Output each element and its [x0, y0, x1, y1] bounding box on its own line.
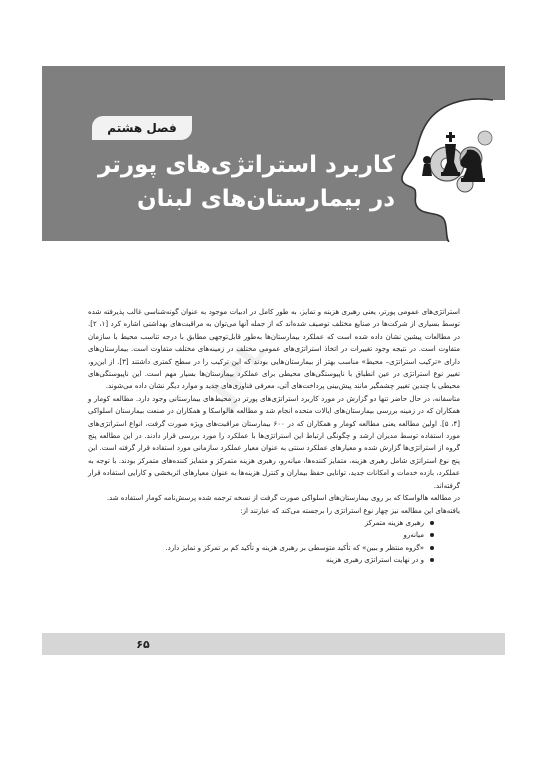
- footer-bar: [42, 633, 505, 655]
- list-item: رهبری هزینه متمرکز: [88, 517, 434, 529]
- chapter-title-line-1: کاربرد استراتژی‌های پورتر: [97, 152, 395, 178]
- list-item: میانه‌رو: [88, 529, 434, 541]
- watermark: JPL: [202, 330, 276, 411]
- list-intro: یافته‌های این مطالعه نیز چهار نوع استراتژی را برجسته می‌کند که عبارتند از:: [240, 506, 460, 515]
- paragraph: در مطالعه هالواسکا که بر روی بیمارستان‌های اسلواکی صورت گرفت از نسخه ترجمه شده پرسش‌نامه کومار استفاده شد.: [106, 494, 460, 503]
- page-number: ۶۵: [136, 637, 150, 651]
- chapter-title: [80, 148, 395, 216]
- head-strategy-icon: [385, 92, 505, 242]
- chapter-title-line-2: در بیمارستان‌های لبنان: [137, 186, 395, 212]
- body-text: [88, 306, 460, 567]
- bullet-list: [88, 517, 460, 567]
- paragraph: استراتژی‌های عمومی پورتر، یعنی رهبری هزینه و تمایز، به طور کامل در ادبیات موجود به عنوان گونه‌شناسی غالب پذیرفته شده توسط بسیاری از شرکت‌ها در صنایع مختلف توصیف شده‌اند که از جمله آنها می‌توان به مراقبت‌های بهداشتی اشاره کرد [۱، ۲]. در مطالعات پیشین نشان داده شده است که عملکرد بیمارستان‌ها به‌طور قابل‌توجهی مطابق با درجه تناسب محیط با سازمان متفاوت است. در نتیجه وجود تغییرات در اتخاذ استراتژی‌های عمومی مختلف در زمینه‌های مختلف متفاوت است. بیمارستان‌های دارای «ترکیب استراتژی– محیط» مناسب بهتر از بیمارستان‌هایی بودند که این ترکیب را در سطح کمتری داشتند [۳]. از این‌رو، تغییر نوع استراتژی در عین انطباق با ناپیوستگی‌های محیطی برای عملکرد بیمارستان‌ها بسیار مهم است. این ناپیوستگی‌های محیطی با چندین تغییر چشمگیر مانند پیش‌بینی پرداخت‌های آتی، معرفی فناوری‌های جدید و موارد دیگر نشان داده می‌شوند.: [88, 308, 460, 391]
- paragraph: متاسفانه، در حال حاضر تنها دو گزارش در مورد کاربرد استراتژی‌های پورتر در محیط‌های بیمارستانی وجود دارد. مطالعه کومار و همکاران که در زمینه بررسی بیمارستان‌های ایالات متحده انجام شد و مطالعه هالواسکا و همکاران در صنعت بیمارستان اسلواکی [۴، ۵]. اولین مطالعه یعنی مطالعه کومار و همکاران که در ۶۰۰ بیمارستان مراقبت‌های ویژه صورت گرفت، انواع استراتژی‌های مورد استفاده توسط مدیران ارشد و چگونگی ارتباط این استراتژی‌ها با عملکرد را مورد بررسی قرار دادند. در این مطالعه پنج گروه از استراتژی‌ها گزارش شده و معیارهای عملکرد سنتی به عنوان معیار عملکرد سازمانی مورد استفاده قرار گرفته است. این پنج نوع استراتژی شامل رهبری هزینه، متمایز کننده‌ها، میانه‌رو، رهبری هزینه متمرکز و متمایز کننده‌های متمرکز بودند. با توجه به عملکرد، بازده خدمات و امکانات جدید، توانایی حفظ بیماران و کنترل هزینه‌ها به عنوان معیارهای اثربخشی و کارایی استفاده قرار گرفته‌اند.: [88, 394, 461, 490]
- list-item: «گروه منتظر و ببین» که تأکید متوسطی بر رهبری هزینه و تأکید کم بر تمرکز و تمایز دارد.: [88, 542, 434, 554]
- list-item: و در نهایت استراتژی رهبری هزینه: [88, 554, 434, 566]
- chapter-label: فصل هشتم: [92, 116, 192, 140]
